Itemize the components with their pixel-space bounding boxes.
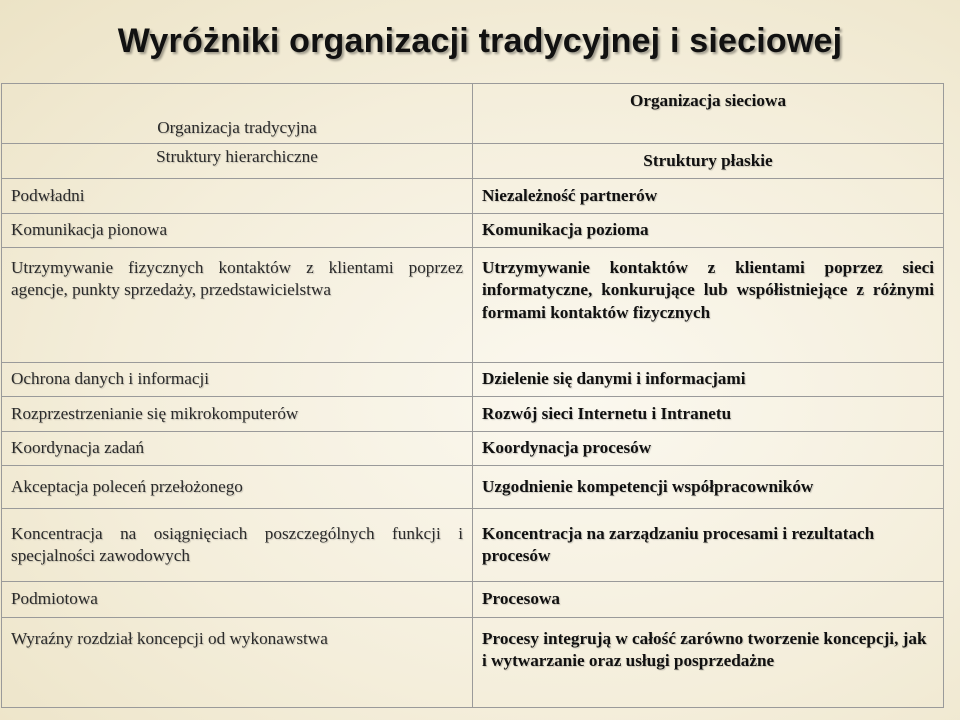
cell-network: Procesowa [473,582,944,618]
subheader-traditional: Struktury hierarchiczne [2,144,473,179]
cell-traditional: Podwładni [2,179,473,214]
page-title: Wyróżniki organizacji tradycyjnej i sieciowej [117,22,843,60]
table-row [2,509,944,582]
subheader-network: Struktury płaskie [473,144,944,179]
header-network: Organizacja sieciowa [473,84,944,144]
table-row [2,179,944,214]
table-row [2,144,944,179]
table-row [2,214,944,248]
cell-network: Uzgodnienie kompetencji współpracowników [473,466,944,509]
cell-traditional: Akceptacja poleceń przełożonego [2,466,473,509]
cell-traditional: Koncentracja na osiągnięciach poszczególnych funkcji i specjalności zawodowych [2,509,473,582]
table-row [2,466,944,509]
table-row [2,582,944,618]
comparison-table [1,83,944,708]
table-row [2,397,944,432]
cell-network: Rozwój sieci Internetu i Intranetu [473,397,944,432]
cell-network: Komunikacja pozioma [473,214,944,248]
cell-traditional: Podmiotowa [2,582,473,618]
cell-traditional: Komunikacja pionowa [2,214,473,248]
cell-network: Koordynacja procesów [473,432,944,466]
table-row [2,618,944,708]
cell-network: Procesy integrują w całość zarówno tworzenie koncepcji, jak i wytwarzanie oraz usługi posprzedażne [473,618,944,708]
cell-network: Niezależność partnerów [473,179,944,214]
cell-traditional: Wyraźny rozdział koncepcji od wykonawstwa [2,618,473,708]
cell-traditional: Ochrona danych i informacji [2,363,473,397]
header-traditional: Organizacja tradycyjna [2,84,473,144]
table-row [2,84,944,144]
cell-traditional: Utrzymywanie fizycznych kontaktów z klientami poprzez agencje, punkty sprzedaży, przedstawicielstwa [2,248,473,363]
cell-network: Dzielenie się danymi i informacjami [473,363,944,397]
table-row [2,248,944,363]
cell-network: Koncentracja na zarządzaniu procesami i rezultatach procesów [473,509,944,582]
table-row [2,432,944,466]
cell-traditional: Rozprzestrzenianie się mikrokomputerów [2,397,473,432]
cell-traditional: Koordynacja zadań [2,432,473,466]
cell-network: Utrzymywanie kontaktów z klientami poprzez sieci informatyczne, konkurujące lub współistniejące z różnymi formami kontaktów fizycznych [473,248,944,363]
table-row [2,363,944,397]
